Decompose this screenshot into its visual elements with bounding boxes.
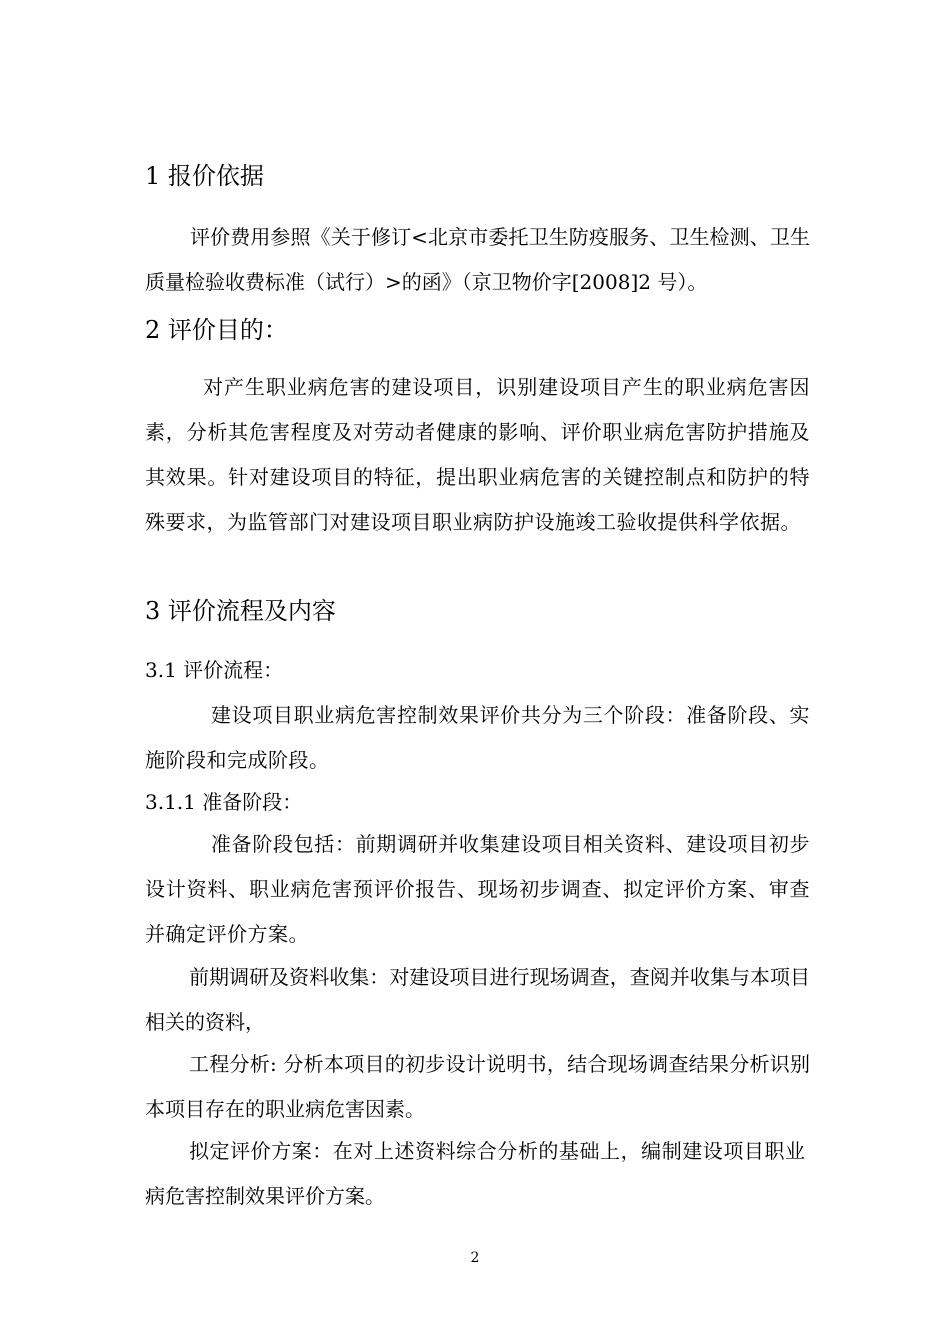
section-3-1-1-heading: 3.1.1 准备阶段： <box>145 790 303 814</box>
section-2-heading: 2 评价目的： <box>145 316 288 344</box>
section-1-heading: 1 报价依据 <box>145 162 264 190</box>
research-paragraph: 前期调研及资料收集：对建设项目进行现场调查，查阅并收集与本项目相关的资料， <box>145 965 810 1034</box>
section-2-body: 对产生职业病危害的建设项目，识别建设项目产生的职业病危害因素，分析其危害程度及对劳动者健康的影响、评价职业病危害防护措施及其效果。针对建设项目的特征，提出职业病危害的关键控制点和防护的特殊要求，为监管部门对建设项目职业病防护设施竣工验收提供科学依据。 <box>145 375 810 534</box>
section-3-1-body: 建设项目职业病危害控制效果评价共分为三个阶段：准备阶段、实施阶段和完成阶段。 <box>145 703 810 772</box>
analysis-paragraph: 工程分析: 分析本项目的初步设计说明书，结合现场调查结果分析识别本项目存在的职业病危害因素。 <box>145 1052 810 1121</box>
section-3-1-1-body: 准备阶段包括：前期调研并收集建设项目相关资料、建设项目初步设计资料、职业病危害预评价报告、现场初步调查、拟定评价方案、审查并确定评价方案。 <box>145 832 810 946</box>
plan-paragraph: 拟定评价方案：在对上述资料综合分析的基础上，编制建设项目职业病危害控制效果评价方案。 <box>145 1139 805 1208</box>
page-number: 2 <box>470 1250 480 1266</box>
section-1-body: 评价费用参照《关于修订<北京市委托卫生防疫服务、卫生检测、卫生质量检验收费标准（试行）>的函》（京卫物价字[2008]2 号）。 <box>145 225 810 294</box>
section-3-heading: 3 评价流程及内容 <box>145 597 336 625</box>
section-3-1-heading: 3.1 评价流程： <box>145 658 284 682</box>
